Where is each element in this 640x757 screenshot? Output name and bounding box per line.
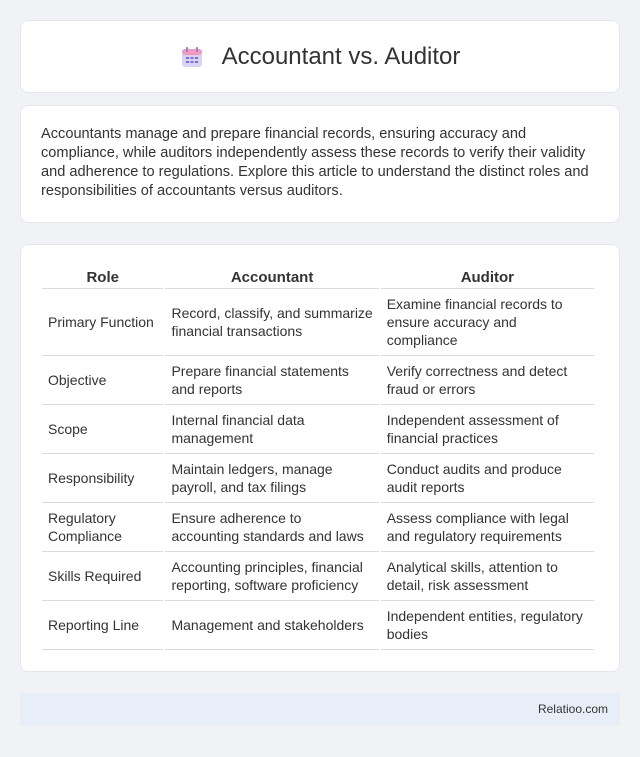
row-label: Skills Required bbox=[42, 552, 163, 601]
comparison-table bbox=[40, 265, 596, 650]
table-row bbox=[42, 503, 594, 552]
calendar-icon bbox=[180, 45, 204, 69]
page-title: Accountant vs. Auditor bbox=[221, 42, 461, 70]
auditor-cell: Verify correctness and detect fraud or errors bbox=[381, 356, 594, 405]
accountant-cell: Maintain ledgers, manage payroll, and tax filings bbox=[165, 454, 378, 503]
row-label: Primary Function bbox=[42, 289, 163, 356]
row-label: Responsibility bbox=[42, 454, 163, 503]
table-header-row bbox=[42, 265, 594, 289]
header-accountant: Accountant bbox=[165, 265, 378, 289]
accountant-cell: Record, classify, and summarize financial transactions bbox=[165, 289, 378, 356]
auditor-cell: Independent entities, regulatory bodies bbox=[381, 601, 594, 650]
auditor-cell: Analytical skills, attention to detail, risk assessment bbox=[381, 552, 594, 601]
accountant-cell: Ensure adherence to accounting standards and laws bbox=[165, 503, 378, 552]
row-label: Scope bbox=[42, 405, 163, 454]
table-row bbox=[42, 405, 594, 454]
accountant-cell: Accounting principles, financial reporting, software proficiency bbox=[165, 552, 378, 601]
row-label: Reporting Line bbox=[42, 601, 163, 650]
auditor-cell: Examine financial records to ensure accuracy and compliance bbox=[381, 289, 594, 356]
table-row bbox=[42, 289, 594, 356]
title-card bbox=[20, 20, 620, 93]
table-row bbox=[42, 601, 594, 650]
header-auditor: Auditor bbox=[381, 265, 594, 289]
auditor-cell: Independent assessment of financial practices bbox=[381, 405, 594, 454]
accountant-cell: Prepare financial statements and reports bbox=[165, 356, 378, 405]
footer bbox=[20, 693, 620, 726]
auditor-cell: Assess compliance with legal and regulatory requirements bbox=[381, 503, 594, 552]
intro-text: Accountants manage and prepare financial records, ensuring accuracy and compliance, while auditors independently assess these records to verify their validity and adherence to regulations. Explore this article to understand the distinct roles and responsibilities of accountants versus auditors. bbox=[41, 126, 589, 199]
auditor-cell: Conduct audits and produce audit reports bbox=[381, 454, 594, 503]
footer-brand[interactable]: Relatioo.com bbox=[537, 702, 608, 716]
accountant-cell: Internal financial data management bbox=[165, 405, 378, 454]
row-label: Regulatory Compliance bbox=[42, 503, 163, 552]
table-row bbox=[42, 356, 594, 405]
intro-card bbox=[20, 105, 620, 223]
row-label: Objective bbox=[42, 356, 163, 405]
header-role: Role bbox=[42, 265, 163, 289]
comparison-table-card bbox=[20, 244, 620, 672]
table-row bbox=[42, 552, 594, 601]
table-row bbox=[42, 454, 594, 503]
accountant-cell: Management and stakeholders bbox=[165, 601, 378, 650]
